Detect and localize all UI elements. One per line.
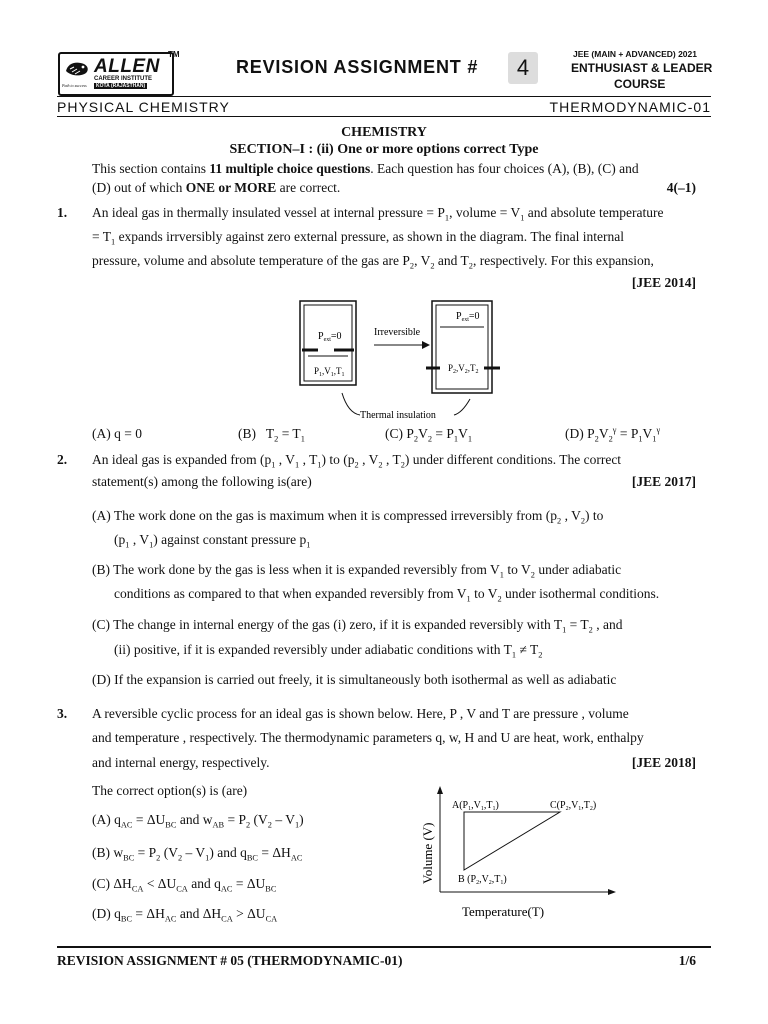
allen-logo: [58, 52, 174, 96]
option-a[interactable]: (A) $q_{AC} = \Delta U_{BC}$ and $w_{AB} = P_2$ $(V_2 - V_1)$: [92, 812, 304, 830]
tiger-icon: [64, 59, 90, 79]
course-line-1: ENTHUSIAST & LEADER: [571, 61, 713, 75]
subheader-divider: [57, 116, 711, 117]
page-number: 1/6: [678, 953, 696, 968]
right-pext-label: $P_{ext}=0$: [456, 311, 480, 323]
question-number: 3.: [57, 706, 68, 721]
arrow-label: Irreversible: [374, 327, 421, 338]
left-state-label: $P_1,V_1,T_1$: [314, 366, 345, 378]
logo-city: KOTA (RAJASTHAN): [96, 83, 146, 89]
question-3-tag: [JEE 2018]: [631, 755, 696, 770]
svg-text:Thermal insulation: Thermal insulation: [360, 410, 436, 421]
option-a[interactable]: (A) The work done on the gas is maximum when it is compressed irreversibly from ($p_2$ , $V_2$) to: [92, 508, 604, 526]
irreversible-arrow: [374, 327, 430, 349]
option-d[interactable]: (D) $q_{BC} = \Delta H_{AC}$ and $\Delta H_{CA} > \Delta U_{CA}$: [92, 906, 278, 924]
insulation-label: [342, 393, 470, 421]
option-a-cont: ($p_1$ , $V_1$) against constant pressure $p_1$: [114, 532, 311, 550]
header-divider: [57, 96, 711, 97]
option-d[interactable]: (D) If the expansion is carried out freely, it is simultaneously both isothermal as well as adiabatic: [92, 672, 617, 687]
option-b[interactable]: (B) The work done by the gas is less when it is expanded reversibly from $V_1$ to $V_2$ under adiabatic: [92, 562, 622, 580]
question-1-tag: [JEE 2014]: [631, 275, 696, 290]
question-3-line-3: and internal energy, respectively.: [92, 755, 270, 770]
option-c[interactable]: (C) $\Delta H_{CA} < \Delta U_{CA}$ and $q_{AC} = \Delta U_{BC}$: [92, 876, 277, 894]
section-heading: CHEMISTRY: [341, 125, 427, 140]
x-axis-label: Temperature(T): [462, 904, 545, 919]
course-line-2: COURSE: [614, 77, 666, 91]
question-2-line-2: statement(s) among the following is(are): [92, 474, 312, 489]
instructions-line-2: (D) out of which ONE or MORE are correct.: [92, 180, 341, 195]
footer-divider: [57, 946, 711, 948]
instructions-line-1: This section contains 11 multiple choice questions. Each question has four choices (A), (B), (C) and: [92, 161, 639, 176]
y-axis-label: Volume (V): [420, 822, 435, 884]
question-3-prompt: The correct option(s) is (are): [92, 783, 248, 798]
topic-label: THERMODYNAMIC-01: [549, 99, 711, 115]
section-subheading: SECTION–I : (ii) One or more options correct Type: [229, 142, 539, 157]
option-b[interactable]: (B) $T_2 = T_1$: [238, 426, 305, 444]
option-c-cont: (ii) positive, if it is expanded reversibly under adiabatic conditions with $T_1 \ne T_2$: [114, 642, 543, 660]
trademark-mark: TM: [168, 50, 180, 59]
expansion-diagram: [290, 295, 520, 425]
logo-subtitle: CAREER INSTITUTE: [94, 76, 153, 82]
option-c[interactable]: (C) $P_2V_2 = P_1V_1$: [385, 426, 473, 444]
option-c[interactable]: (C) The change in internal energy of the gas (i) zero, if it is expanded reversibly with $T_1 = T_2$ , and: [92, 617, 623, 635]
assignment-number: 4: [508, 52, 538, 84]
option-a[interactable]: (A) q = 0: [92, 426, 142, 441]
option-b[interactable]: (B) $w_{BC} = P_2$ $(V_2 - V_1)$ and $q_{BC} = \Delta H_{AC}$: [92, 845, 303, 863]
question-3-line-1: A reversible cyclic process for an ideal gas is shown below. Here, P , V and T are pressure , volume: [92, 706, 629, 721]
cycle-triangle: [464, 812, 560, 870]
left-pext-label: $P_{ext}=0$: [318, 331, 342, 343]
point-a-label: $A(P_1,V_1,T_1)$: [452, 800, 499, 812]
exam-label: JEE (MAIN + ADVANCED) 2021: [573, 49, 697, 59]
question-1-line-2: = $T_1$ expands irrversibly against zero external pressure, as shown in the diagram. The final internal: [92, 229, 625, 247]
option-b-cont: conditions as compared to that when expanded reversibly from $V_1$ to $V_2$ under isothermal conditions.: [114, 586, 660, 604]
question-number: 2.: [57, 452, 68, 467]
vt-cycle-graph: [414, 784, 624, 922]
right-vessel: [426, 301, 500, 393]
subject-label: PHYSICAL CHEMISTRY: [57, 99, 230, 115]
point-b-label: B $(P_2,V_2,T_1)$: [458, 874, 507, 886]
left-vessel: [300, 301, 356, 385]
question-1-line-3: pressure, volume and absolute temperature of the gas are $P_2$, $V_2$ and $T_2$, respectively. For this expansion,: [92, 253, 654, 271]
logo-tagline: Path to success: [62, 83, 87, 88]
question-3-line-2: and temperature , respectively. The thermodynamic parameters q, w, H and U are heat, work, enthalpy: [92, 730, 644, 745]
marking-scheme: 4(–1): [666, 180, 696, 195]
footer-title: REVISION ASSIGNMENT # 05 (THERMODYNAMIC-01): [57, 953, 403, 968]
question-2-line-1: An ideal gas is expanded from ($p_1$ , $V_1$ , $T_1$) to ($p_2$ , $V_2$ , $T_2$) under different conditions. The correct: [92, 452, 622, 470]
assignment-title: REVISION ASSIGNMENT #: [236, 57, 479, 77]
right-state-label: $P_2,V_2,T_2$: [448, 363, 479, 375]
point-c-label: $C(P_2,V_1,T_2)$: [550, 800, 597, 812]
logo-title: ALLEN: [94, 56, 160, 77]
question-1-line-1: An ideal gas in thermally insulated vessel at internal pressure = $P_1$, volume = $V_1$ and absolute temperature: [92, 205, 664, 223]
question-2-tag: [JEE 2017]: [631, 474, 696, 489]
question-number: 1.: [57, 205, 68, 220]
option-d[interactable]: (D) $P_2V_2^\gamma = P_1V_1^\gamma$: [565, 425, 661, 444]
